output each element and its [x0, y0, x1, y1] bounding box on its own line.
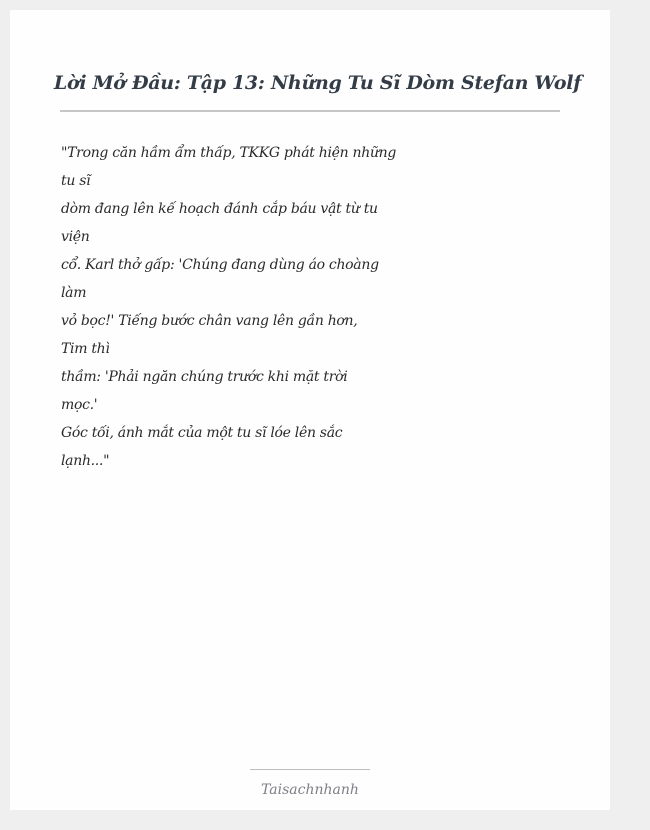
footer-brand: Taisachnhanh	[261, 782, 359, 798]
excerpt-line: viện	[61, 229, 90, 245]
footer-divider	[250, 769, 370, 770]
excerpt-line: "Trong căn hầm ẩm thấp, TKKG phát hiện những	[61, 145, 397, 161]
excerpt-line: vỏ bọc!' Tiếng bước chân vang lên gần hơn,	[61, 313, 358, 329]
page-title: Lời Mở Đầu: Tập 13: Những Tu Sĩ Dòm Stefan Wolf	[53, 72, 582, 94]
excerpt-line: mọc.'	[61, 397, 98, 413]
excerpt-line: thầm: 'Phải ngăn chúng trước khi mặt trời	[61, 369, 348, 385]
excerpt-line: tu sĩ	[61, 173, 91, 189]
excerpt-line: lạnh..."	[61, 453, 110, 469]
title-divider	[60, 110, 560, 112]
excerpt-line: cổ. Karl thở gấp: 'Chúng đang dùng áo choàng	[61, 257, 379, 273]
story-excerpt	[61, 139, 397, 475]
excerpt-line: Tim thì	[61, 341, 110, 357]
document-page	[10, 10, 610, 810]
excerpt-line: Góc tối, ánh mắt của một tu sĩ lóe lên sắc	[61, 425, 343, 441]
excerpt-line: làm	[61, 285, 87, 301]
excerpt-line: dòm đang lên kế hoạch đánh cắp báu vật từ tu	[61, 201, 378, 217]
